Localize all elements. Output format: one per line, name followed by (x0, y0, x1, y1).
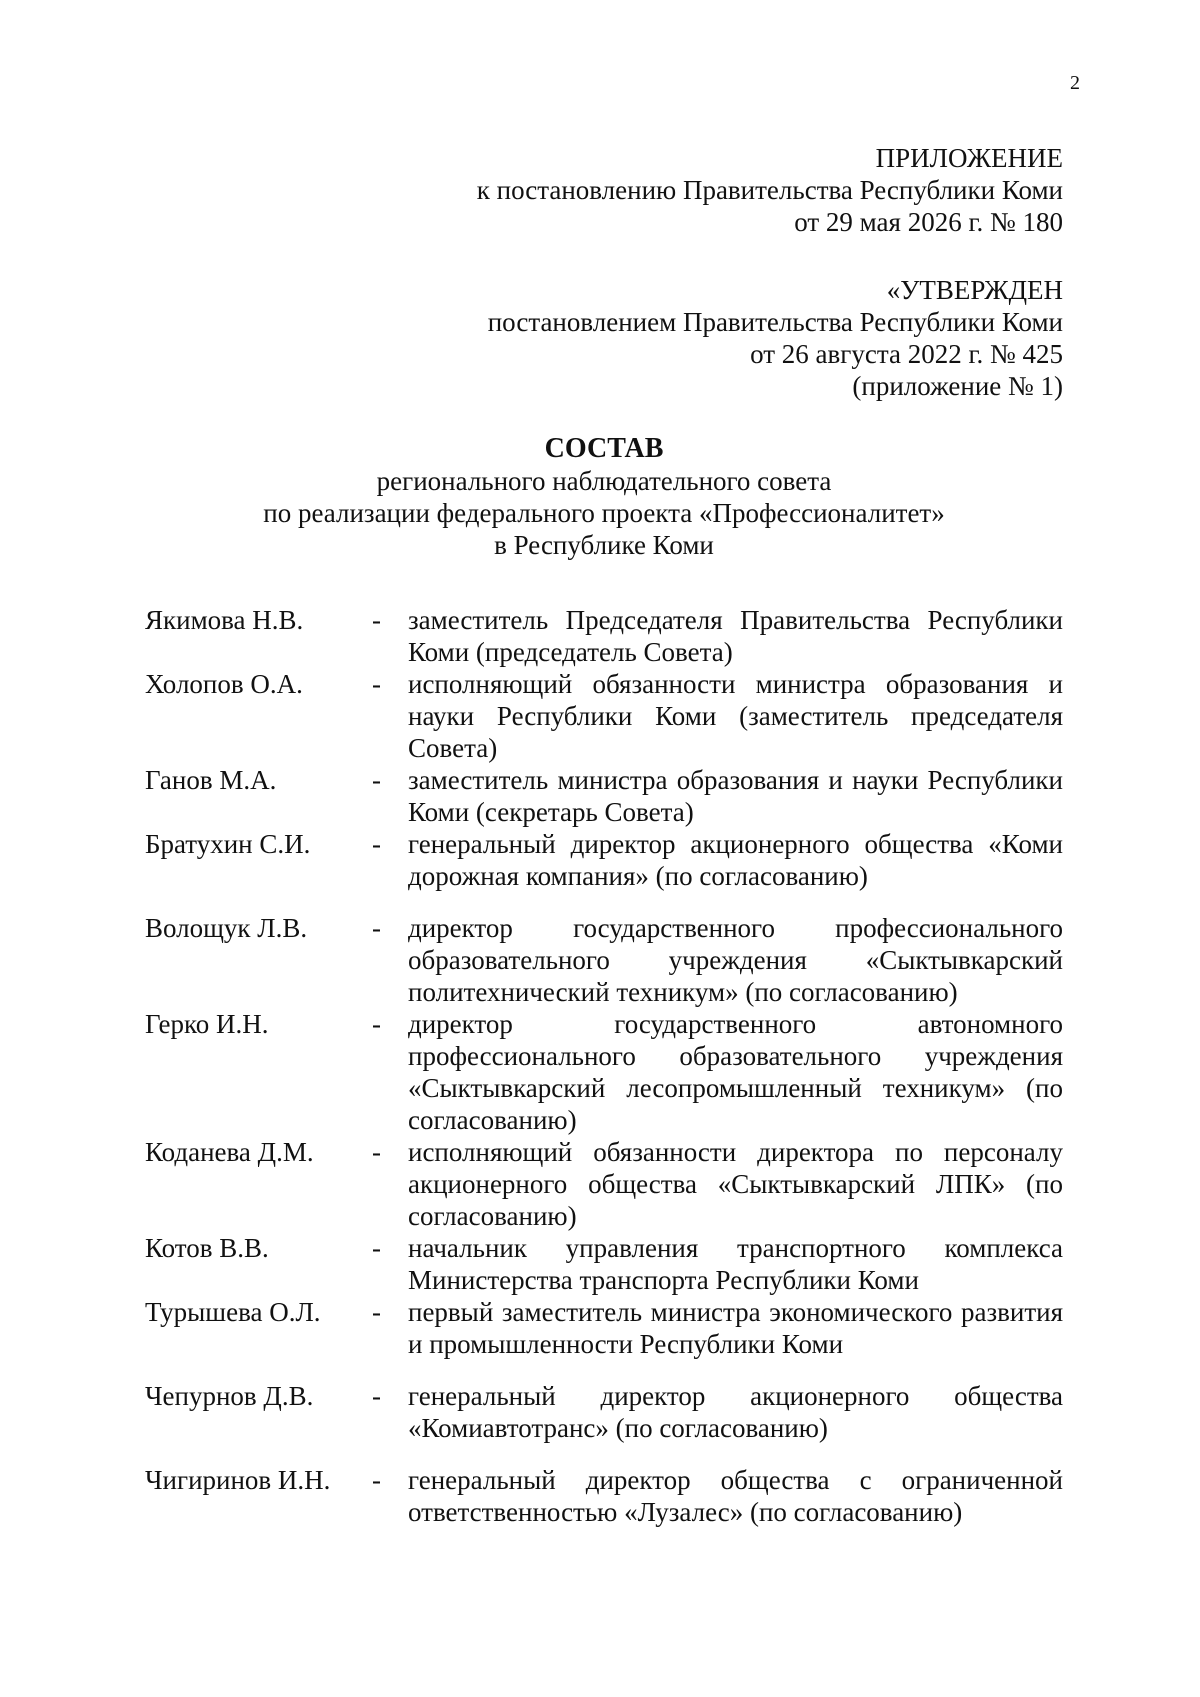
approved-title: «УТВЕРЖДЕН (886, 275, 1063, 305)
appendix-line-2: от 29 мая 2026 г. № 180 (794, 207, 1063, 237)
member-row (145, 1296, 1063, 1360)
member-row (145, 912, 1063, 1008)
member-name: Герко И.Н. (145, 1009, 269, 1039)
approved-line-1: постановлением Правительства Республики Коми (487, 307, 1063, 337)
member-name: Ганов М.А. (145, 765, 277, 795)
member-description: заместитель Председателя Правительства Республики Коми (председатель Совета) (408, 605, 1063, 667)
member-description: заместитель министра образования и науки Республики Коми (секретарь Совета) (408, 765, 1063, 827)
member-dash: - (372, 765, 381, 795)
member-row (145, 604, 1063, 668)
document-heading (145, 433, 1063, 561)
appendix-line-1: к постановлению Правительства Республики Коми (476, 175, 1063, 205)
member-name: Волощук Л.В. (145, 913, 308, 943)
member-description: генеральный директор акционерного общества «Коми дорожная компания» (по согласованию) (408, 829, 1063, 891)
heading-line-2: по реализации федерального проекта «Профессионалитет» (263, 498, 945, 528)
member-description: генеральный директор общества с ограниченной ответственностью «Лузалес» (по согласованию) (408, 1465, 1063, 1527)
approved-line-2: от 26 августа 2022 г. № 425 (750, 339, 1063, 369)
heading-line-1: регионального наблюдательного совета (376, 466, 832, 496)
member-dash: - (372, 1381, 381, 1411)
appendix-title: ПРИЛОЖЕНИЕ (875, 143, 1063, 173)
member-dash: - (372, 669, 381, 699)
member-description: исполняющий обязанности директора по персоналу акционерного общества «Сыктывкарский ЛПК» (по согласованию) (408, 1137, 1063, 1231)
member-dash: - (372, 1297, 381, 1327)
member-name: Турышева О.Л. (145, 1297, 321, 1327)
member-row (145, 1464, 1063, 1528)
appendix-block (477, 142, 1063, 238)
member-row (145, 828, 1063, 892)
member-name: Котов В.В. (145, 1233, 269, 1263)
member-row (145, 1136, 1063, 1232)
member-name: Коданева Д.М. (145, 1137, 314, 1167)
member-name: Холопов О.А. (145, 669, 303, 699)
member-description: первый заместитель министра экономического развития и промышленности Республики Коми (408, 1297, 1063, 1359)
member-row (145, 1008, 1063, 1136)
member-dash: - (372, 1233, 381, 1263)
member-dash: - (372, 829, 381, 859)
page-number: 2 (1070, 72, 1080, 94)
member-description: генеральный директор акционерного общества «Комиавтотранс» (по согласованию) (408, 1381, 1063, 1443)
member-row (145, 764, 1063, 828)
member-name: Якимова Н.В. (145, 605, 304, 635)
approved-line-3: (приложение № 1) (852, 371, 1063, 401)
member-name: Братухин С.И. (145, 829, 311, 859)
member-description: начальник управления транспортного комплекса Министерства транспорта Республики Коми (408, 1233, 1063, 1295)
member-name: Чигиринов И.Н. (145, 1465, 331, 1495)
member-row (145, 1380, 1063, 1444)
members-list (145, 604, 1063, 1528)
heading-line-3: в Республике Коми (494, 530, 714, 560)
member-description: директор государственного автономного профессионального образовательного учреждения «Сыктывкарский лесопромышленный техникум» (по согласованию) (408, 1009, 1063, 1135)
member-dash: - (372, 913, 381, 943)
member-dash: - (372, 605, 381, 635)
member-dash: - (372, 1137, 381, 1167)
member-row (145, 668, 1063, 764)
member-description: исполняющий обязанности министра образования и науки Республики Коми (заместитель председателя Совета) (408, 669, 1063, 763)
heading-title: СОСТАВ (544, 433, 664, 464)
member-dash: - (372, 1465, 381, 1495)
member-dash: - (372, 1009, 381, 1039)
member-description: директор государственного профессионального образовательного учреждения «Сыктывкарский политехнический техникум» (по согласованию) (408, 913, 1063, 1007)
approved-block (488, 274, 1063, 402)
member-name: Чепурнов Д.В. (145, 1381, 314, 1411)
member-row (145, 1232, 1063, 1296)
